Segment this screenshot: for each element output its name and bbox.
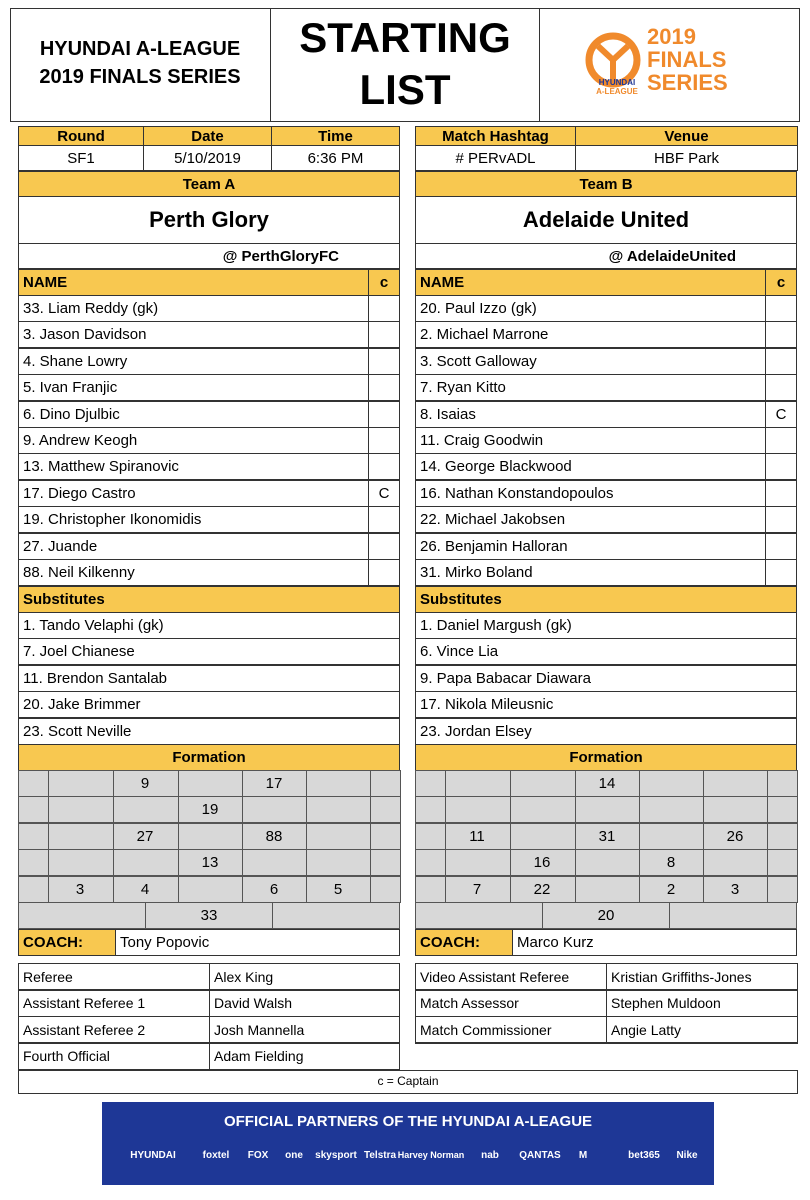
player-name: 13. Matthew Spiranovic [18, 453, 369, 480]
formation-number: 4 [140, 880, 150, 898]
logo-finals: FINALS [647, 47, 727, 72]
partner-logo: foxtel [202, 1150, 230, 1161]
logo-brand: HYUNDAI [598, 78, 636, 87]
date-label: Date [143, 126, 272, 146]
partner-logo: HYUNDAI [130, 1150, 176, 1161]
formation-cell [306, 849, 371, 876]
partner-logo: skysport [315, 1150, 357, 1161]
formation-cell [272, 902, 400, 929]
formation-number: 14 [598, 775, 616, 792]
captain-mark [765, 533, 797, 560]
hashtag-value: # PERvADL [415, 145, 576, 171]
formation-number: 22 [533, 880, 551, 898]
formation-cell [178, 823, 243, 850]
formation-cell [510, 823, 576, 850]
formation-cell [639, 823, 704, 850]
formation-cell [242, 849, 307, 876]
league-name: HYUNDAI A-LEAGUE [39, 38, 241, 60]
player-name: 88. Neil Kilkenny [18, 559, 369, 586]
captain-mark [765, 453, 797, 480]
official-name: Kristian Griffiths-Jones [606, 963, 798, 990]
captain-mark [368, 427, 400, 454]
official-role: Assistant Referee 2 [18, 1016, 210, 1043]
name-header: NAME [18, 269, 369, 296]
formation-number: 88 [265, 827, 283, 845]
formation-cell [48, 796, 114, 823]
formation-cell [18, 823, 49, 850]
formation-cell [18, 876, 49, 903]
formation-number: 31 [598, 827, 616, 845]
formation-cell [575, 849, 640, 876]
player-name: 31. Mirko Boland [415, 559, 766, 586]
formation-cell [415, 902, 543, 929]
sub-name: 9. Papa Babacar Diawara [415, 665, 797, 692]
formation-cell [306, 796, 371, 823]
formation-cell [445, 796, 511, 823]
formation-cell [242, 796, 307, 823]
sub-name: 23. Scott Neville [18, 718, 400, 745]
formation-number: 26 [726, 827, 744, 845]
official-role: Referee [18, 963, 210, 990]
formation-cell [575, 796, 640, 823]
captain-mark [765, 348, 797, 375]
coach-name: Tony Popovic [115, 929, 400, 956]
formation-cell [18, 902, 146, 929]
team_b-label: Team B [415, 171, 797, 197]
captain-header: c [765, 269, 797, 296]
formation-cell [767, 796, 798, 823]
player-name: 3. Jason Davidson [18, 321, 369, 348]
formation-cell [703, 796, 768, 823]
player-name: 19. Christopher Ikonomidis [18, 506, 369, 533]
formation-number: 7 [472, 880, 482, 898]
formation-cell [510, 796, 576, 823]
formation-cell [767, 849, 798, 876]
formation-number: 2 [666, 880, 676, 898]
formation-cell [767, 823, 798, 850]
official-name: David Walsh [209, 990, 400, 1017]
formation-cell [415, 770, 446, 797]
captain-mark [368, 374, 400, 401]
formation-cell [370, 849, 401, 876]
official-role: Video Assistant Referee [415, 963, 607, 990]
formation-number: 3 [730, 880, 740, 898]
player-name: 7. Ryan Kitto [415, 374, 766, 401]
formation-number: 8 [666, 854, 676, 872]
captain-mark: C [368, 480, 400, 507]
captain-mark [765, 427, 797, 454]
formation-cell [767, 770, 798, 797]
formation-cell [415, 796, 446, 823]
formation-number: 5 [333, 880, 343, 898]
player-name: 2. Michael Marrone [415, 321, 766, 348]
formation-cell [48, 770, 114, 797]
sub-name: 1. Tando Velaphi (gk) [18, 612, 400, 639]
captain-mark: C [765, 401, 797, 428]
player-name: 26. Benjamin Halloran [415, 533, 766, 560]
formation-cell [445, 770, 511, 797]
partner-logo: Harvey Norman [397, 1150, 465, 1160]
formation-number: 19 [201, 801, 219, 819]
formation-cell [639, 770, 704, 797]
sub-name: 1. Daniel Margush (gk) [415, 612, 797, 639]
player-name: 11. Craig Goodwin [415, 427, 766, 454]
partner-logo: Telstra [364, 1150, 397, 1161]
official-role: Assistant Referee 1 [18, 990, 210, 1017]
player-name: 22. Michael Jakobsen [415, 506, 766, 533]
subs-header: Substitutes [18, 586, 400, 613]
player-name: 6. Dino Djulbic [18, 401, 369, 428]
player-name: 14. George Blackwood [415, 453, 766, 480]
team-name: Adelaide United [415, 196, 797, 244]
captain-mark [368, 295, 400, 322]
partner-logo: FOX [247, 1150, 269, 1161]
captain-mark [765, 506, 797, 533]
formation-cell [703, 849, 768, 876]
subs-header: Substitutes [415, 586, 797, 613]
official-name: Stephen Muldoon [606, 990, 798, 1017]
player-name: 27. Juande [18, 533, 369, 560]
sub-name: 11. Brendon Santalab [18, 665, 400, 692]
official-name: Adam Fielding [209, 1043, 400, 1070]
time-value: 6:36 PM [271, 145, 400, 171]
sub-name: 6. Vince Lia [415, 638, 797, 665]
partner-logo: M [578, 1150, 588, 1161]
official-role: Match Commissioner [415, 1016, 607, 1043]
partner-logo: Nike [676, 1150, 698, 1161]
player-name: 8. Isaias [415, 401, 766, 428]
formation-cell [370, 823, 401, 850]
formation-cell [113, 796, 179, 823]
captain-mark [765, 321, 797, 348]
coach-label: COACH: [18, 929, 116, 956]
official-role: Match Assessor [415, 990, 607, 1017]
logo-series: SERIES [647, 70, 728, 95]
player-name: 33. Liam Reddy (gk) [18, 295, 369, 322]
formation-number: 3 [75, 880, 85, 898]
captain-mark [765, 374, 797, 401]
formation-cell [703, 770, 768, 797]
partner-logo: nab [481, 1150, 499, 1161]
formation-cell [370, 770, 401, 797]
date-value: 5/10/2019 [143, 145, 272, 171]
logo-year: 2019 [647, 24, 696, 49]
formation-cell [510, 770, 576, 797]
formation-number-gk: 20 [597, 907, 615, 924]
captain-mark [368, 453, 400, 480]
captain-mark [368, 401, 400, 428]
captain-note: c = Captain [377, 1074, 439, 1088]
formation-cell [113, 849, 179, 876]
formation-header: Formation [415, 744, 797, 771]
captain-mark [765, 559, 797, 586]
time-label: Time [271, 126, 400, 146]
captain-mark [368, 348, 400, 375]
captain-mark [765, 480, 797, 507]
formation-cell [370, 876, 401, 903]
hashtag-label: Match Hashtag [415, 126, 576, 146]
formation-cell [48, 823, 114, 850]
venue-value: HBF Park [575, 145, 798, 171]
formation-cell [178, 876, 243, 903]
coach-name: Marco Kurz [512, 929, 797, 956]
captain-mark [368, 533, 400, 560]
player-name: 9. Andrew Keogh [18, 427, 369, 454]
formation-cell [575, 876, 640, 903]
formation-cell [18, 849, 49, 876]
coach-label: COACH: [415, 929, 513, 956]
formation-cell [415, 823, 446, 850]
captain-mark [368, 506, 400, 533]
formation-header: Formation [18, 744, 400, 771]
formation-cell [48, 849, 114, 876]
formation-cell [415, 849, 446, 876]
venue-label: Venue [575, 126, 798, 146]
name-header: NAME [415, 269, 766, 296]
sub-name: 23. Jordan Elsey [415, 718, 797, 745]
page-title-line2: LIST [359, 66, 451, 113]
official-name: Angie Latty [606, 1016, 798, 1043]
team-handle: @ PerthGloryFC [18, 243, 400, 269]
captain-mark [368, 559, 400, 586]
player-name: 3. Scott Galloway [415, 348, 766, 375]
partner-logo: QANTAS [519, 1150, 561, 1161]
formation-cell [415, 876, 446, 903]
formation-cell [767, 876, 798, 903]
formation-cell [18, 796, 49, 823]
formation-cell [370, 796, 401, 823]
league-series: 2019 FINALS SERIES [39, 66, 241, 88]
formation-number: 6 [269, 880, 279, 898]
formation-number: 16 [533, 854, 551, 872]
page-title: STARTING [299, 14, 511, 61]
formation-cell [445, 849, 511, 876]
formation-cell [639, 796, 704, 823]
formation-number: 9 [140, 775, 150, 792]
captain-mark [765, 295, 797, 322]
formation-number: 27 [136, 827, 154, 845]
formation-cell [178, 770, 243, 797]
player-name: 16. Nathan Konstandopoulos [415, 480, 766, 507]
captain-mark [368, 321, 400, 348]
logo-brand-league: A-LEAGUE [596, 87, 638, 96]
formation-cell [306, 823, 371, 850]
formation-number: 11 [469, 827, 485, 845]
official-role: Fourth Official [18, 1043, 210, 1070]
team_a-label: Team A [18, 171, 400, 197]
sub-name: 7. Joel Chianese [18, 638, 400, 665]
team-name: Perth Glory [18, 196, 400, 244]
round-label: Round [18, 126, 144, 146]
round-value: SF1 [18, 145, 144, 171]
formation-number: 17 [265, 775, 283, 792]
formation-number-gk: 33 [200, 907, 218, 924]
player-name: 4. Shane Lowry [18, 348, 369, 375]
captain-header: c [368, 269, 400, 296]
formation-cell [306, 770, 371, 797]
sub-name: 20. Jake Brimmer [18, 691, 400, 718]
team-handle: @ AdelaideUnited [415, 243, 797, 269]
official-name: Josh Mannella [209, 1016, 400, 1043]
formation-number: 13 [201, 854, 219, 872]
sub-name: 17. Nikola Mileusnic [415, 691, 797, 718]
player-name: 5. Ivan Franjic [18, 374, 369, 401]
partner-logo: one [285, 1150, 303, 1161]
formation-cell [18, 770, 49, 797]
partners-title: OFFICIAL PARTNERS OF THE HYUNDAI A-LEAGUE [223, 1113, 593, 1130]
player-name: 17. Diego Castro [18, 480, 369, 507]
partner-logo: bet365 [628, 1150, 660, 1161]
player-name: 20. Paul Izzo (gk) [415, 295, 766, 322]
official-name: Alex King [209, 963, 400, 990]
formation-cell [669, 902, 797, 929]
